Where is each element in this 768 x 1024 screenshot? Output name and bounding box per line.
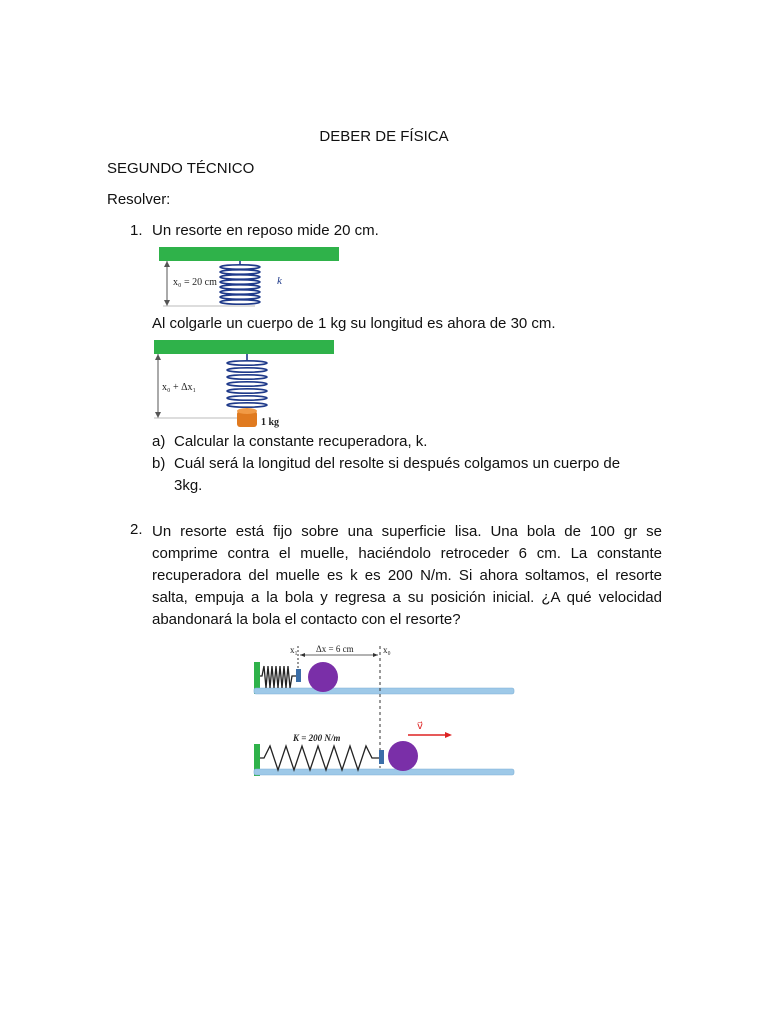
x1-label: x₁: [290, 645, 298, 655]
ball-bottom: [388, 741, 418, 771]
spring-loaded-figure: [150, 338, 340, 430]
spring: [227, 354, 267, 411]
length-label: x₀ + Δx₁: [162, 382, 197, 393]
dx-arrow-left: [300, 653, 305, 657]
arrow-up: [164, 261, 170, 267]
mass-block: [237, 408, 257, 427]
problem-2-line: recuperadora del muelle es k es 200 N/m. Si ahora soltamos, el resorte: [152, 567, 662, 584]
problem-2-line: comprime contra el muelle, haciéndolo retroceder 6 cm. La constante: [152, 545, 662, 562]
part-a-letter: a): [152, 433, 166, 450]
problem-1-statement: Un resorte en reposo mide 20 cm.: [152, 222, 379, 239]
spring-rest-figure: [155, 244, 345, 309]
mass-label: 1 kg: [261, 417, 280, 428]
beam: [159, 247, 339, 261]
velocity-label: v⃗: [417, 721, 423, 732]
problem-2-text: [152, 521, 662, 631]
compressed-spring: [260, 666, 296, 688]
spring-plate-top: [296, 669, 301, 682]
spring-plate-bottom: [379, 750, 384, 764]
problem-2-number: 2.: [130, 521, 143, 538]
track-top: [254, 688, 514, 694]
dx-label: Δx = 6 cm: [316, 644, 354, 654]
x0-label: x₀ = 20 cm: [173, 277, 217, 288]
arrow-down: [155, 412, 161, 418]
problem-1-statement-2: Al colgarle un cuerpo de 1 kg su longitud es ahora de 30 cm.: [152, 315, 556, 332]
part-b-letter: b): [152, 455, 166, 472]
beam: [154, 340, 334, 354]
ball-top: [308, 662, 338, 692]
problem-2-line: Un resorte está fijo sobre una superficie lisa. Una bola de 100 gr se: [152, 523, 662, 540]
arrow-up: [155, 354, 161, 360]
page-title: DEBER DE FÍSICA: [319, 128, 449, 145]
subtitle: SEGUNDO TÉCNICO: [107, 160, 255, 177]
k-label: k: [277, 275, 282, 287]
problem-2-line: abandonará la bola el contacto con el resorte?: [152, 611, 461, 628]
part-b-text: Cuál será la longitud del resolte si después colgamos un cuerpo de: [174, 455, 621, 472]
k-label: K = 200 N/m: [293, 733, 341, 743]
part-b-continuation: 3kg.: [174, 477, 203, 494]
part-a-text: Calcular la constante recuperadora, k.: [174, 433, 428, 450]
spring-ball-figure: [248, 638, 520, 780]
arrow-down: [164, 300, 170, 306]
dx-arrow-right: [373, 653, 378, 657]
relaxed-spring: [260, 746, 379, 770]
velocity-arrowhead: [445, 732, 452, 738]
track-bottom: [254, 769, 514, 775]
instruction: Resolver:: [107, 191, 171, 208]
x0-label: x₀: [383, 645, 391, 655]
problem-2-line: salta, empuja a la bola y regresa a su posición inicial. ¿A qué velocidad: [152, 589, 662, 606]
problem-1-number: 1.: [130, 222, 143, 239]
spring: [220, 261, 260, 304]
